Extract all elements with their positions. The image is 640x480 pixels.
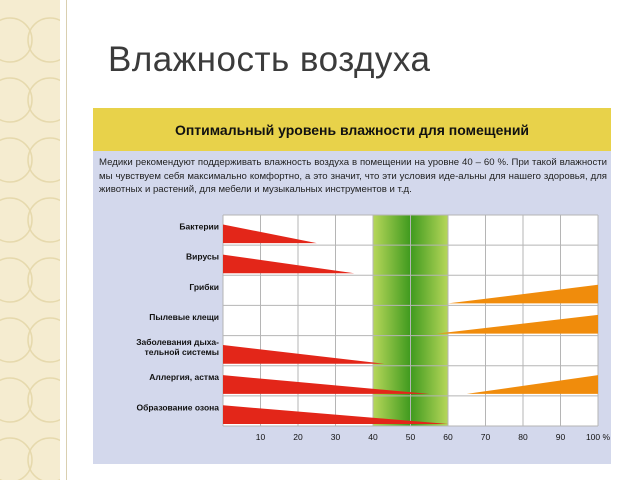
x-tick-label: 80 (518, 432, 528, 442)
decorative-side-strip (0, 0, 60, 480)
x-tick-label: 50 (405, 432, 416, 442)
x-tick-label: 20 (293, 432, 303, 442)
card-description: Медики рекомендуют поддерживать влажность воздуха в помещении на уровне 40 – 60 %. При такой влажности мы чувствуем себя максимально комфортно, а это значит, что эти условия иде-альны для нашего здоровья, для животных и растений, для мебели и музыкальных инструментов и т.д. (99, 157, 607, 195)
category-label: Пылевые клещи (149, 311, 219, 322)
x-tick-label: 40 (368, 432, 378, 442)
category-label: Вирусы (186, 251, 219, 262)
category-label: Аллергия, астма (149, 372, 219, 383)
infographic-card (93, 108, 611, 464)
x-tick-label: 70 (480, 432, 491, 442)
category-label: Бактерии (179, 221, 219, 232)
category-label: Образование озона (136, 402, 219, 413)
decorative-divider (66, 0, 67, 480)
slide-title: Влажность воздуха (108, 40, 431, 79)
x-tick-label: 90 (555, 432, 566, 442)
x-tick-label: 30 (330, 432, 341, 442)
category-label: тельной системы (144, 347, 219, 358)
x-tick-label: 10 (255, 432, 266, 442)
x-tick-label: 100 % (585, 432, 611, 442)
card-header-title: Оптимальный уровень влажности для помещений (174, 122, 530, 138)
category-label: Заболевания дыха- (136, 337, 219, 348)
x-tick-label: 60 (443, 432, 453, 442)
category-label: Грибки (189, 281, 219, 292)
humidity-chart (93, 108, 611, 464)
